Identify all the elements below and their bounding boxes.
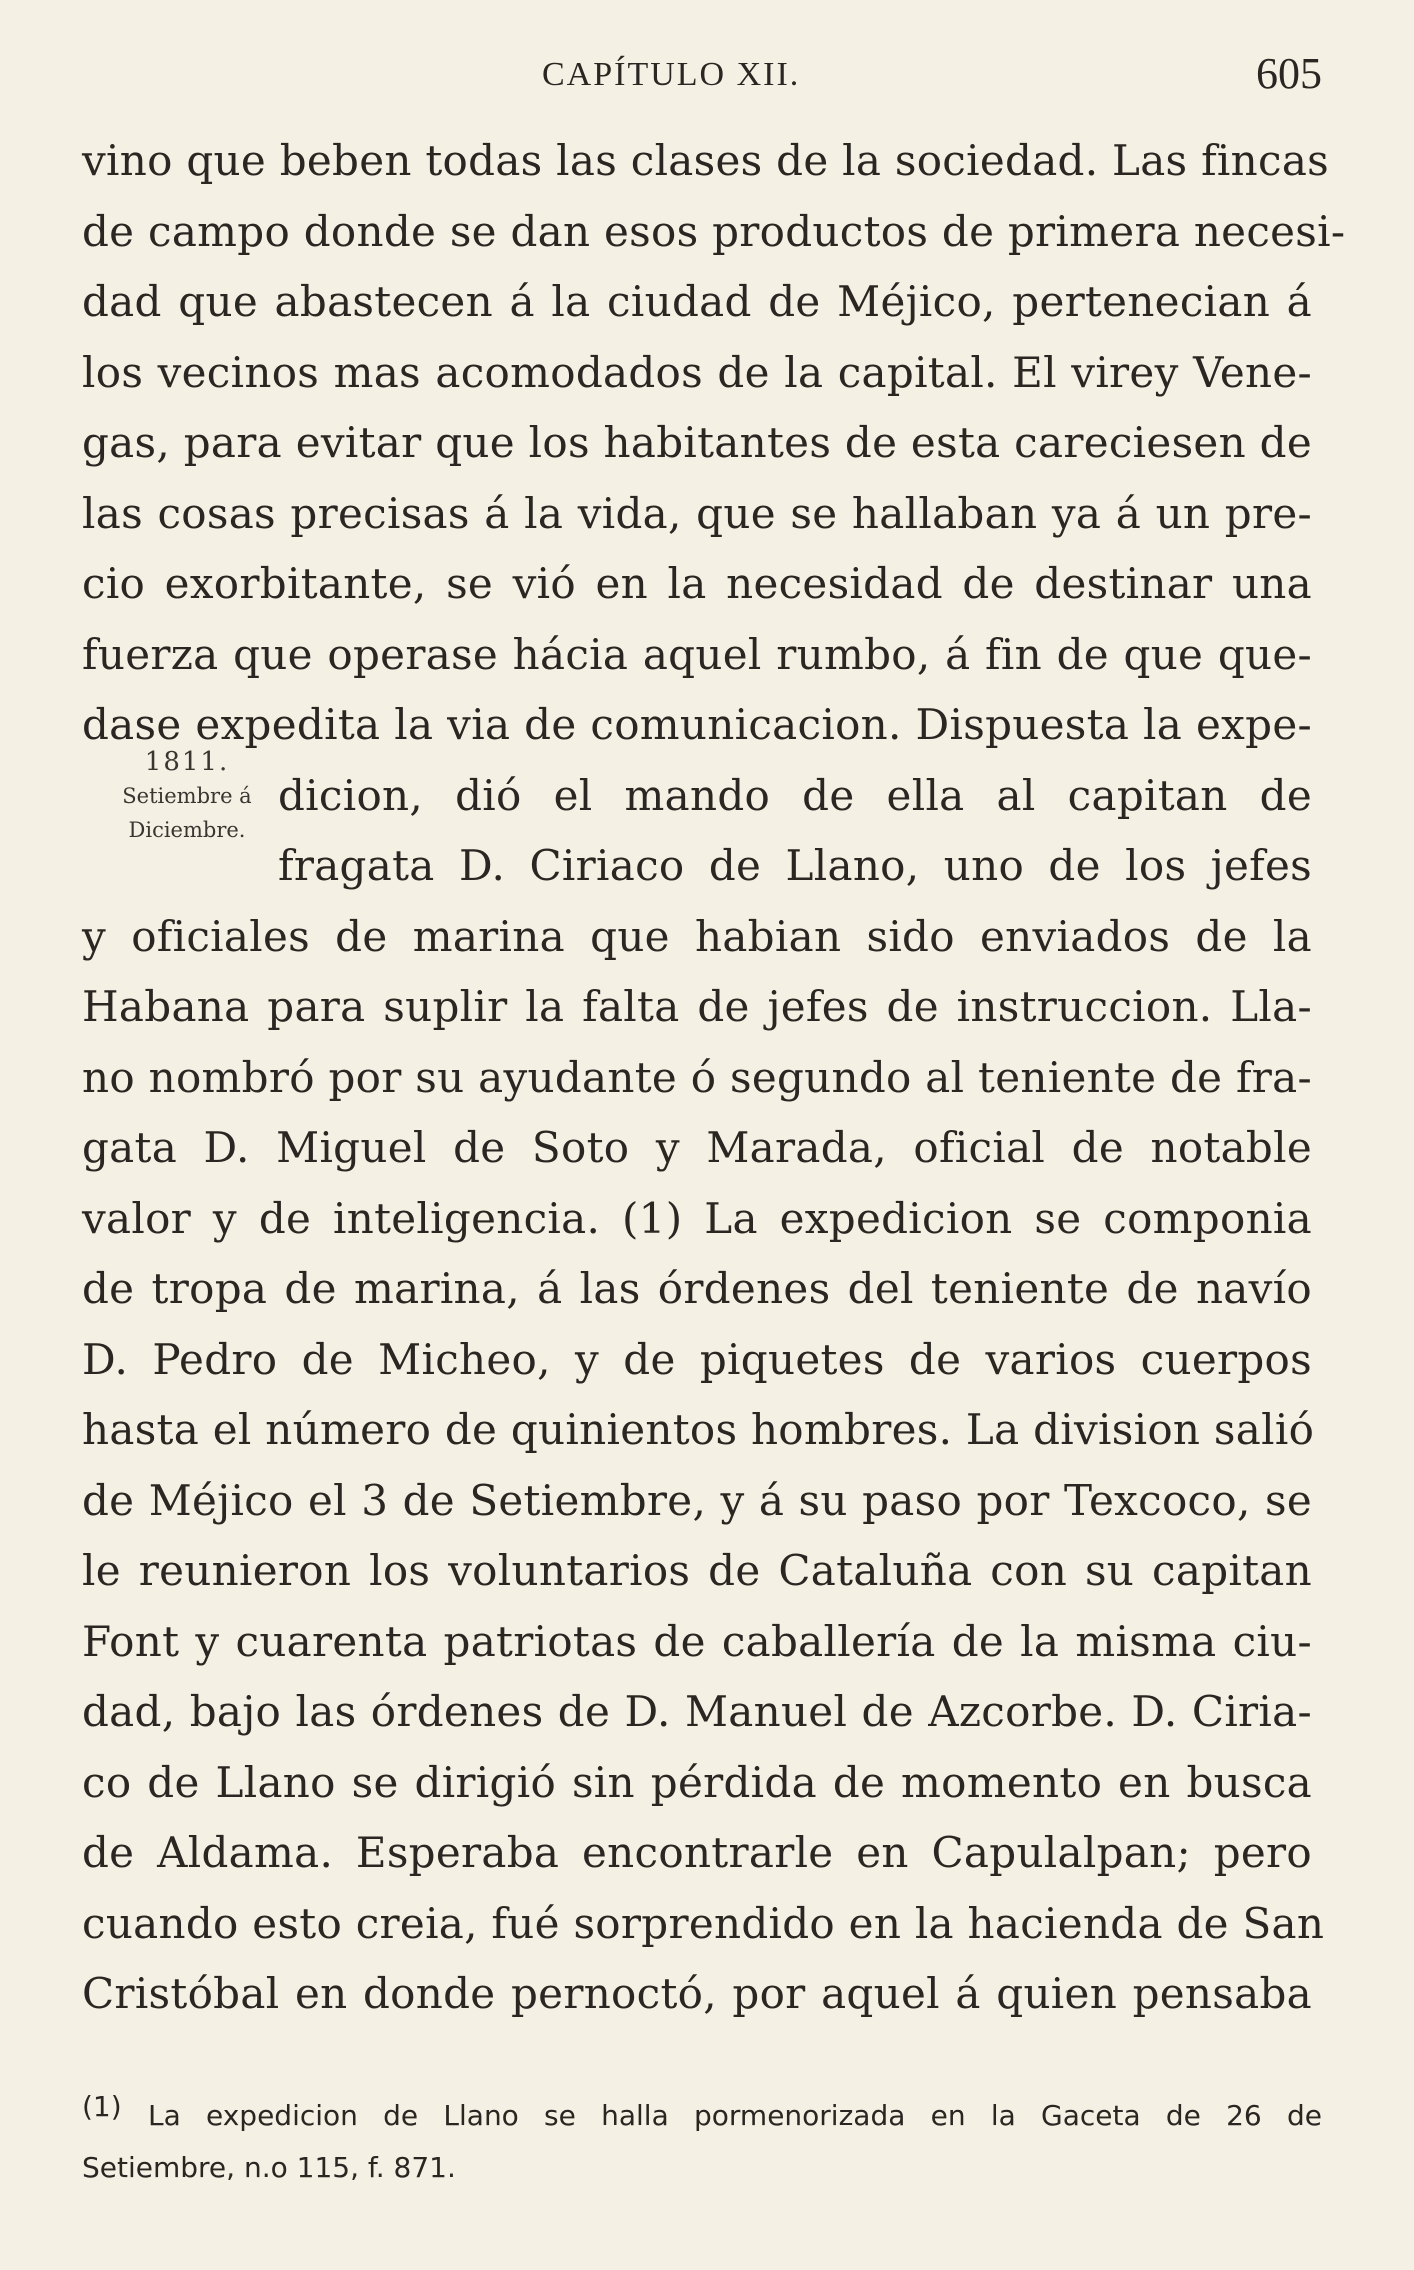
text-line: y oficiales de marina que habian sido enviados de la <box>82 911 1312 961</box>
page-number: 605 <box>1256 49 1322 98</box>
text-line: cuando esto creia, fué sorprendido en la hacienda de San <box>82 1898 1325 1948</box>
text-line: co de Llano se dirigió sin pérdida de momento en busca <box>82 1757 1312 1807</box>
text-line: valor y de inteligencia. (1) La expedicion se componia <box>82 1193 1312 1243</box>
text-line: le reunieron los voluntarios de Cataluña con su capitan <box>82 1546 1312 1595</box>
text-line: Cristóbal en donde pernoctó, por aquel á quien pensaba <box>82 1969 1312 2018</box>
footnote <box>82 2090 1322 2194</box>
text-line: gata D. Miguel de Soto y Marada, oficial de notable <box>82 1123 1312 1172</box>
text-line: dicion, dió el mando de ella al capitan de <box>278 770 1312 820</box>
margin-note-line-1: Setiembre á <box>122 784 252 808</box>
running-head <box>82 48 1322 108</box>
text-line: de tropa de marina, á las órdenes del teniente de navío <box>82 1264 1312 1313</box>
text-line: dad, bajo las órdenes de D. Manuel de Azcorbe. D. Ciria- <box>82 1687 1312 1736</box>
text-line: fuerza que operase hácia aquel rumbo, á fin de que que- <box>82 629 1312 679</box>
margin-note-line-2: Diciembre. <box>128 818 246 842</box>
footnote-marker: (1) <box>82 2090 122 2123</box>
text-line: fragata D. Ciriaco de Llano, uno de los jefes <box>278 841 1312 890</box>
text-line: cio exorbitante, se vió en la necesidad de destinar una <box>82 559 1312 608</box>
text-line: de campo donde se dan esos productos de primera necesi- <box>82 206 1346 256</box>
text-line: Habana para suplir la falta de jefes de instruccion. Lla- <box>82 982 1312 1031</box>
text-line: hasta el número de quinientos hombres. La division salió <box>82 1405 1315 1454</box>
text-line: gas, para evitar que los habitantes de esta careciesen de <box>82 418 1312 467</box>
text-line: dase expedita la via de comunicacion. Dispuesta la expe- <box>82 700 1312 749</box>
text-line: las cosas precisas á la vida, que se hallaban ya á un pre- <box>82 488 1312 538</box>
body-text <box>82 126 1346 2030</box>
text-line: vino que beben todas las clases de la sociedad. Las fincas <box>82 136 1330 185</box>
margin-note-year: 1811. <box>144 747 230 777</box>
footnote-line-2: Setiembre, n.o 115, f. 871. <box>82 2151 456 2184</box>
text-line: de Méjico el 3 de Setiembre, y á su paso por Texcoco, se <box>82 1475 1312 1525</box>
text-line: no nombró por su ayudante ó segundo al teniente de fra- <box>82 1052 1312 1102</box>
text-line: dad que abastecen á la ciudad de Méjico, pertenecian á <box>82 277 1312 326</box>
chapter-heading: CAPÍTULO XII. <box>542 56 801 93</box>
text-line: de Aldama. Esperaba encontrarle en Capulalpan; pero <box>82 1828 1312 1877</box>
footnote-line-1: La expedicion de Llano se halla pormenorizada en la Gaceta de 26 de <box>148 2099 1322 2132</box>
text-line: D. Pedro de Micheo, y de piquetes de varios cuerpos <box>82 1334 1312 1384</box>
text-line: Font y cuarenta patriotas de caballería de la misma ciu- <box>82 1616 1312 1666</box>
text-line: los vecinos mas acomodados de la capital. El virey Vene- <box>82 347 1312 397</box>
